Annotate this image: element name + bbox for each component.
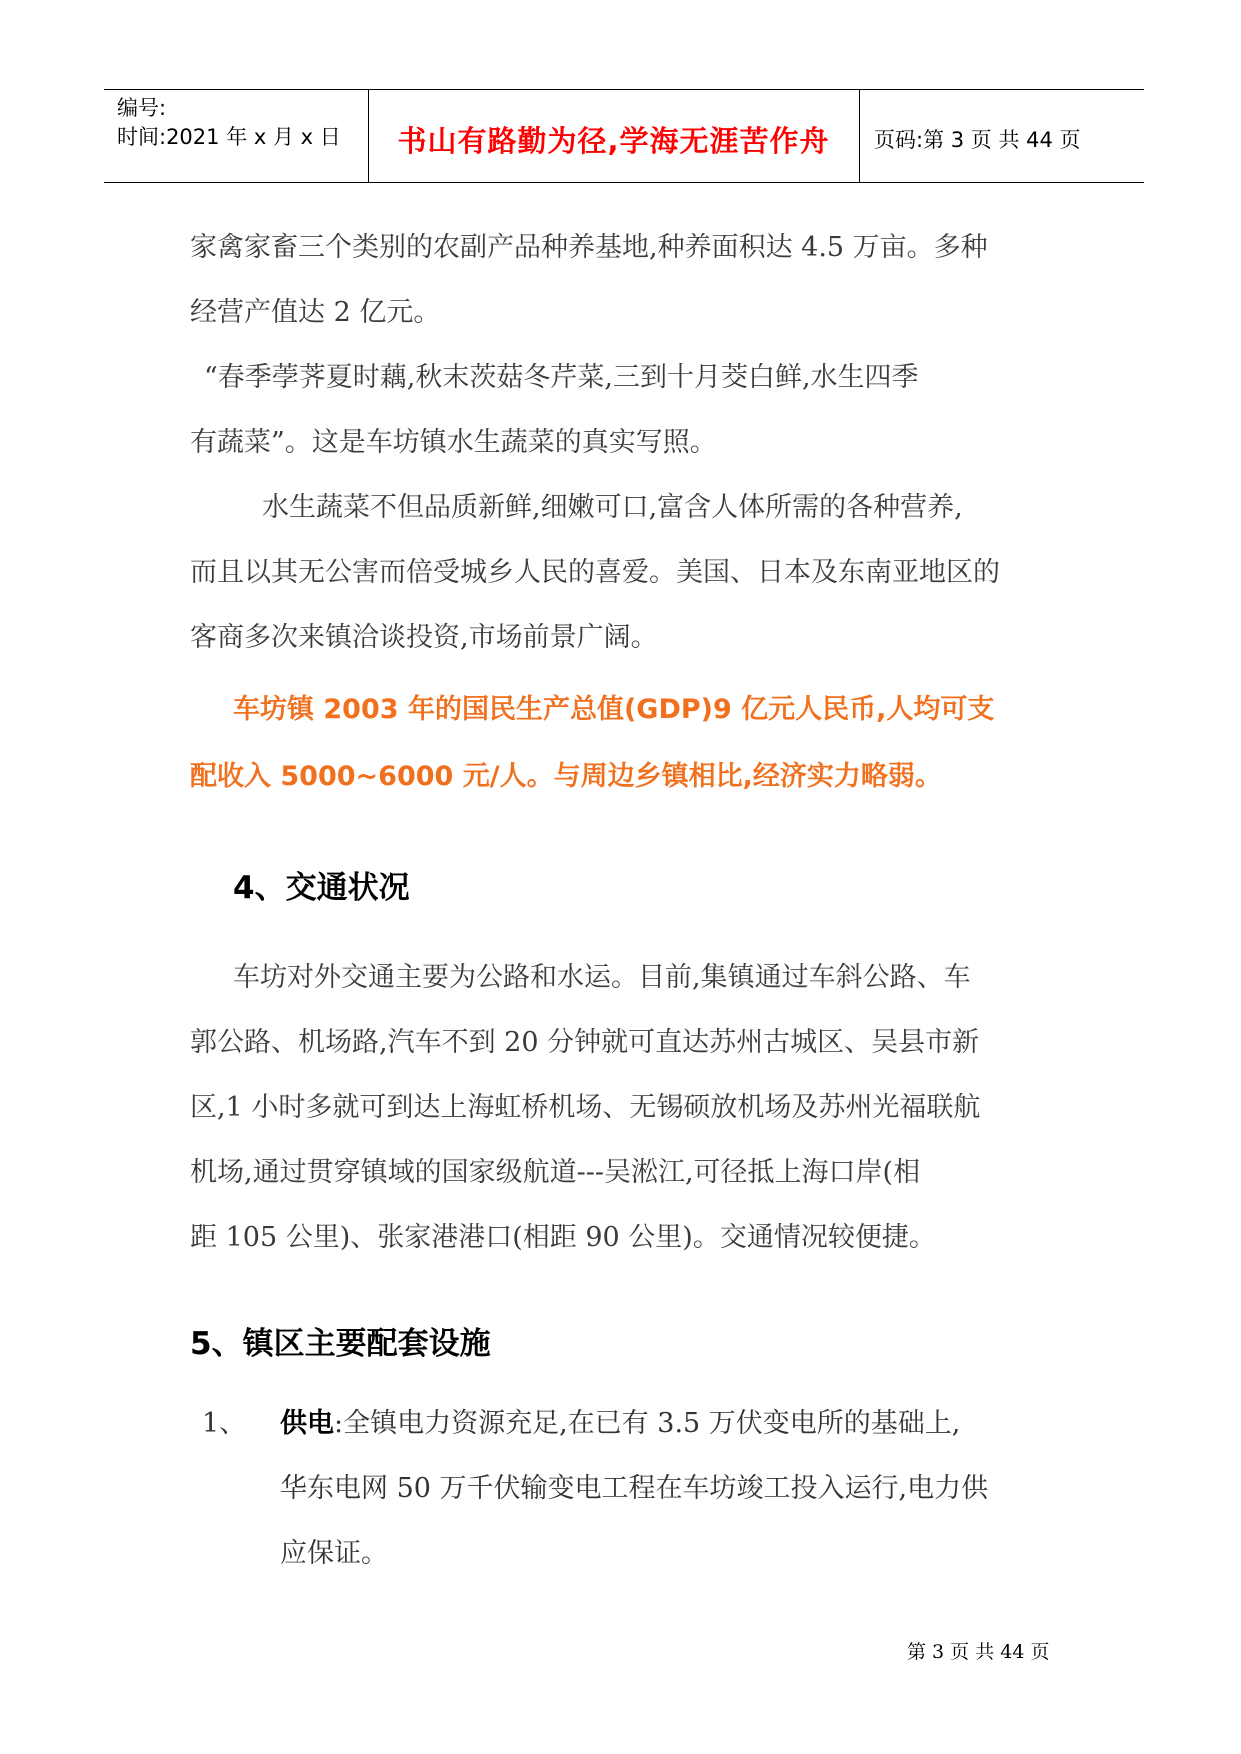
document-time-label: 时间:2021 年 x 月 x 日 [117,125,341,149]
paragraph-line: 而且以其无公害而倍受城乡人民的喜爱。美国、日本及东南亚地区的 [190,557,1000,588]
section-heading-facilities: 5、镇区主要配套设施 [190,1326,491,1362]
header-top-rule [104,89,1144,90]
page-footer: 第 3 页 共 44 页 [907,1641,1050,1663]
paragraph-line: 有蔬菜”。这是车坊镇水生蔬菜的真实写照。 [190,427,717,458]
paragraph-line: “春季荸荠夏时藕,秋末茨菇冬芹菜,三到十月茭白鲜,水生四季 [204,362,919,393]
paragraph-line: 距 105 公里)、张家港港口(相距 90 公里)。交通情况较便捷。 [190,1222,936,1253]
list-item-text: 应保证。 [280,1538,388,1569]
header-motto: 书山有路勤为径,学海无涯苦作舟 [397,124,830,158]
paragraph-line: 区,1 小时多就可到达上海虹桥机场、无锡硕放机场及苏州光福联航 [190,1092,981,1123]
list-item [190,1391,1070,1586]
paragraph-line: 经营产值达 2 亿元。 [190,297,441,328]
paragraph-line: 车坊对外交通主要为公路和水运。目前,集镇通过车斜公路、车 [233,962,971,993]
document-number-label: 编号: [117,96,167,120]
header-page-info: 页码:第 3 页 共 44 页 [874,128,1081,152]
section-heading-transport: 4、交通状况 [233,870,410,906]
list-item-text: :全镇电力资源充足,在已有 3.5 万伏变电所的基础上, [334,1408,961,1439]
gdp-highlight-line: 车坊镇 2003 年的国民生产总值(GDP)9 亿元人民币,人均可支 [233,694,995,725]
list-item-text: 华东电网 50 万千伏输变电工程在车坊竣工投入运行,电力供 [280,1473,989,1504]
header-divider-right [859,89,860,183]
paragraph-line: 客商多次来镇洽谈投资,市场前景广阔。 [190,622,658,653]
list-item-body [280,1391,1070,1586]
list-item-number: 1、 [202,1408,247,1439]
paragraph-line: 水生蔬菜不但品质新鲜,细嫩可口,富含人体所需的各种营养, [262,492,963,523]
page-content [190,215,1070,1586]
gdp-highlight-line: 配收入 5000~6000 元/人。与周边乡镇相比,经济实力略弱。 [190,761,942,792]
list-item-title: 供电 [280,1408,334,1439]
paragraph-line: 郭公路、机场路,汽车不到 20 分钟就可直达苏州古城区、吴县市新 [190,1027,980,1058]
paragraph-line: 家禽家畜三个类别的农副产品种养基地,种养面积达 4.5 万亩。多种 [190,232,988,263]
paragraph-line: 机场,通过贯穿镇域的国家级航道---吴淞江,可径抵上海口岸(相 [190,1157,921,1188]
header-meta [117,94,341,152]
header-bottom-rule [104,182,1144,183]
